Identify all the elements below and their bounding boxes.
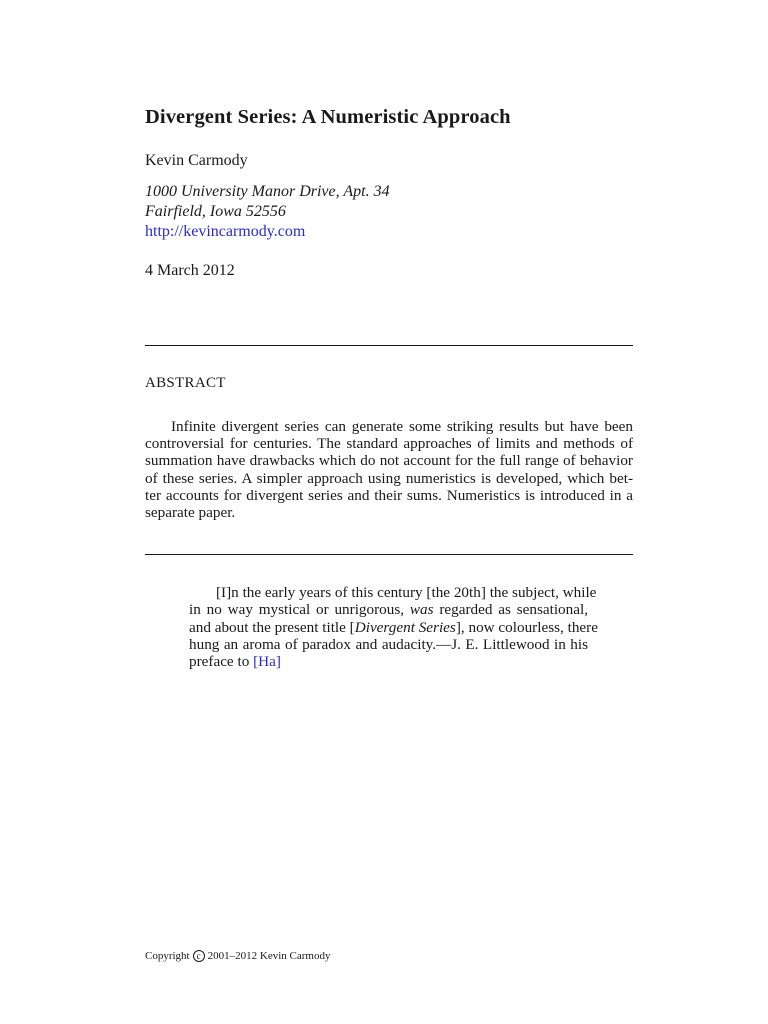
author-address	[145, 182, 390, 242]
epigraph-text: and about the present title [	[189, 618, 355, 636]
paper-date: 4 March 2012	[145, 262, 235, 279]
epigraph-text: in no way mystical or unrigorous,	[189, 601, 410, 619]
abstract-line: separate paper.	[145, 504, 236, 522]
epigraph-line	[189, 618, 598, 636]
epigraph-text: hung an aroma of paradox and audacity.—J. E. Littlewood in his	[189, 635, 588, 653]
copyright-notice	[145, 950, 330, 962]
epigraph-book-title: Divergent Series	[354, 618, 456, 636]
abstract-line: Infinite divergent series can generate some striking results but have been	[171, 418, 633, 435]
abstract-line: ter accounts for divergent series and their sums. Numeristics is introduced in a	[145, 486, 633, 504]
author-name: Kevin Carmody	[145, 152, 248, 169]
epigraph-quote	[189, 584, 598, 671]
epigraph-text: [I]n the early years of this century [the 20th] the subject, while	[216, 584, 597, 601]
divider-bottom	[145, 554, 633, 555]
epigraph-line	[189, 636, 588, 653]
address-line-1: 1000 University Manor Drive, Apt. 34	[145, 183, 390, 200]
copyright-icon: c	[193, 950, 205, 962]
copyright-text: 2001–2012 Kevin Carmody	[207, 950, 331, 962]
epigraph-text: ], now colourless, there	[455, 618, 598, 636]
abstract-text	[145, 418, 633, 521]
copyright-label: Copyright	[145, 950, 190, 962]
epigraph-line	[189, 601, 588, 618]
epigraph-text: regarded as sensational,	[433, 601, 588, 619]
abstract-heading: ABSTRACT	[145, 375, 226, 391]
address-line-2: Fairfield, Iowa 52556	[145, 203, 286, 220]
epigraph-line	[189, 584, 597, 601]
abstract-line: of these series. A simpler approach using numeristics is developed, which bet-	[145, 469, 633, 487]
author-website-link[interactable]: http://kevincarmody.com	[145, 223, 306, 240]
epigraph-text: preface to	[189, 653, 254, 671]
abstract-line: summation have drawbacks which do not account for the full range of behavior	[145, 452, 633, 470]
divider-top	[145, 345, 633, 346]
abstract-line: controversial for centuries. The standard approaches of limits and methods of	[145, 435, 633, 453]
paper-title: Divergent Series: A Numeristic Approach	[145, 106, 511, 128]
epigraph-emphasis: was	[409, 601, 434, 619]
epigraph-line	[189, 653, 588, 670]
citation-link[interactable]: [Ha]	[253, 653, 281, 671]
